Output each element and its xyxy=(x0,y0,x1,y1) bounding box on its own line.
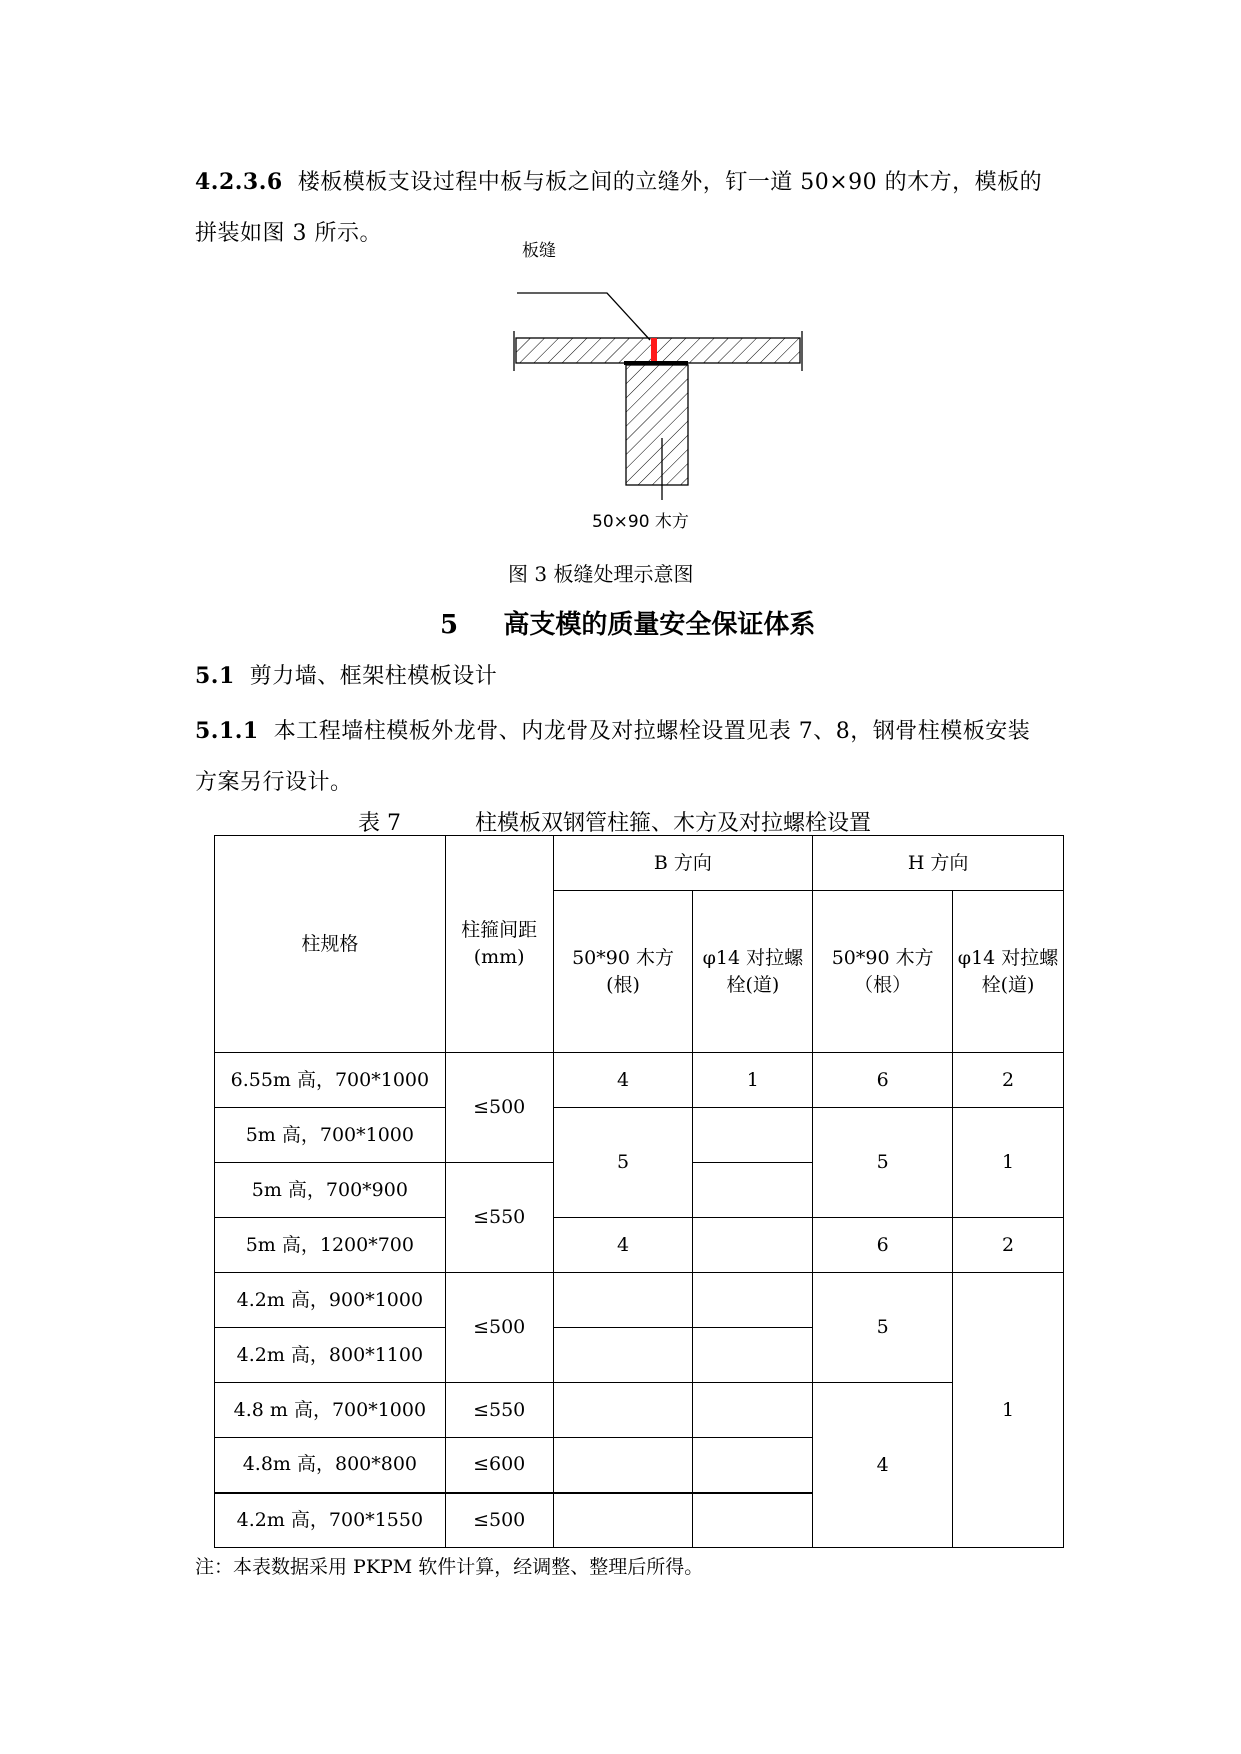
figure-label-board-seam: 板缝 xyxy=(522,241,556,261)
section-number: 5.1.1 xyxy=(195,718,259,744)
column-formwork-table xyxy=(214,835,1064,1548)
cell-b-bolt xyxy=(693,1493,813,1548)
paragraph-text-continued: 拼装如图 3 所示。 xyxy=(195,221,382,246)
formwork-plank xyxy=(516,338,800,363)
cell-h-bolt: 1 xyxy=(953,1108,1064,1218)
header-h-wood: 50*90 木方（根） xyxy=(813,891,953,1053)
cell-h-wood: 6 xyxy=(813,1218,953,1273)
header-b-direction: B 方向 xyxy=(553,836,813,891)
wood-member xyxy=(626,365,688,485)
cell-b-wood xyxy=(553,1383,693,1438)
cell-spec: 4.2m 高，900*1000 xyxy=(215,1273,446,1328)
chapter-number: 5 xyxy=(440,610,459,640)
leader-line xyxy=(517,293,650,340)
cell-b-wood: 4 xyxy=(553,1218,693,1273)
cell-spec: 4.2m 高，700*1550 xyxy=(215,1493,446,1548)
cell-spec: 4.8 m 高，700*1000 xyxy=(215,1383,446,1438)
chapter-heading xyxy=(440,604,815,641)
header-b-bolt: φ14 对拉螺栓(道) xyxy=(693,891,813,1053)
header-b-wood: 50*90 木方(根) xyxy=(553,891,693,1053)
section-number: 5.1 xyxy=(195,663,235,689)
cell-b-bolt xyxy=(693,1383,813,1438)
section-title: 剪力墙、框架柱模板设计 xyxy=(249,664,498,689)
paragraph-text: 本工程墙柱模板外龙骨、内龙骨及对拉螺栓设置见表 7、8，钢骨柱模板安装 xyxy=(273,719,1031,744)
header-hoop-spacing: 柱箍间距(mm) xyxy=(445,836,553,1053)
cell-spacing: ≤600 xyxy=(445,1438,553,1493)
cell-h-bolt: 1 xyxy=(953,1273,1064,1548)
header-h-direction: H 方向 xyxy=(813,836,1064,891)
table-note: 注：本表数据采用 PKPM 软件计算，经调整、整理后所得。 xyxy=(195,1556,704,1578)
cell-spacing: ≤550 xyxy=(445,1383,553,1438)
cell-b-wood xyxy=(553,1493,693,1548)
table-row xyxy=(215,1273,1064,1328)
cell-b-bolt: 1 xyxy=(693,1053,813,1108)
cell-spec: 5m 高，1200*700 xyxy=(215,1218,446,1273)
section-number: 4.2.3.6 xyxy=(195,169,283,195)
cell-spacing: ≤550 xyxy=(445,1163,553,1273)
paragraph-text-continued: 方案另行设计。 xyxy=(195,770,353,795)
cell-h-wood: 4 xyxy=(813,1383,953,1548)
paragraph-text: 楼板模板支设过程中板与板之间的立缝外，钉一道 50×90 的木方，模板的 xyxy=(297,170,1043,195)
cell-spacing: ≤500 xyxy=(445,1493,553,1548)
seam-diagram xyxy=(500,255,820,525)
cell-b-bolt xyxy=(693,1163,813,1218)
header-h-bolt: φ14 对拉螺栓(道) xyxy=(953,891,1064,1053)
table-title: 柱模板双钢管柱箍、木方及对拉螺栓设置 xyxy=(475,811,872,836)
header-column-spec: 柱规格 xyxy=(215,836,446,1053)
cell-spacing: ≤500 xyxy=(445,1273,553,1383)
table-row xyxy=(215,1108,1064,1163)
cell-b-bolt xyxy=(693,1108,813,1163)
cell-b-wood xyxy=(553,1328,693,1383)
cell-spec: 5m 高，700*900 xyxy=(215,1163,446,1218)
cell-h-bolt: 2 xyxy=(953,1218,1064,1273)
paragraph-5-1-1 xyxy=(195,705,1095,758)
section-5-1-heading xyxy=(195,650,497,703)
table-row xyxy=(215,1053,1064,1108)
cell-spec: 6.55m 高，700*1000 xyxy=(215,1053,446,1108)
cell-b-wood: 4 xyxy=(553,1053,693,1108)
cell-spec: 4.2m 高，800*1100 xyxy=(215,1328,446,1383)
table-row xyxy=(215,1383,1064,1438)
cell-b-bolt xyxy=(693,1328,813,1383)
table-caption xyxy=(358,806,871,837)
cell-h-wood: 5 xyxy=(813,1273,953,1383)
figure-caption: 图 3 板缝处理示意图 xyxy=(508,562,694,586)
cell-b-bolt xyxy=(693,1273,813,1328)
cell-b-bolt xyxy=(693,1218,813,1273)
board-seam-mark xyxy=(651,338,657,363)
cell-h-wood: 5 xyxy=(813,1108,953,1218)
chapter-title: 高支模的质量安全保证体系 xyxy=(503,610,816,640)
cell-b-wood: 5 xyxy=(553,1108,693,1218)
figure-label-wood: 50×90 木方 xyxy=(592,512,689,532)
cell-spacing: ≤500 xyxy=(445,1053,553,1163)
cell-h-wood: 6 xyxy=(813,1053,953,1108)
table-number: 表 7 xyxy=(358,811,401,836)
cell-b-bolt xyxy=(693,1438,813,1493)
cell-b-wood xyxy=(553,1273,693,1328)
cell-spec: 4.8m 高，800*800 xyxy=(215,1438,446,1493)
paragraph-4-2-3-6 xyxy=(195,156,1095,209)
cell-h-bolt: 2 xyxy=(953,1053,1064,1108)
table-row xyxy=(215,1218,1064,1273)
cell-spec: 5m 高，700*1000 xyxy=(215,1108,446,1163)
cell-b-wood xyxy=(553,1438,693,1493)
